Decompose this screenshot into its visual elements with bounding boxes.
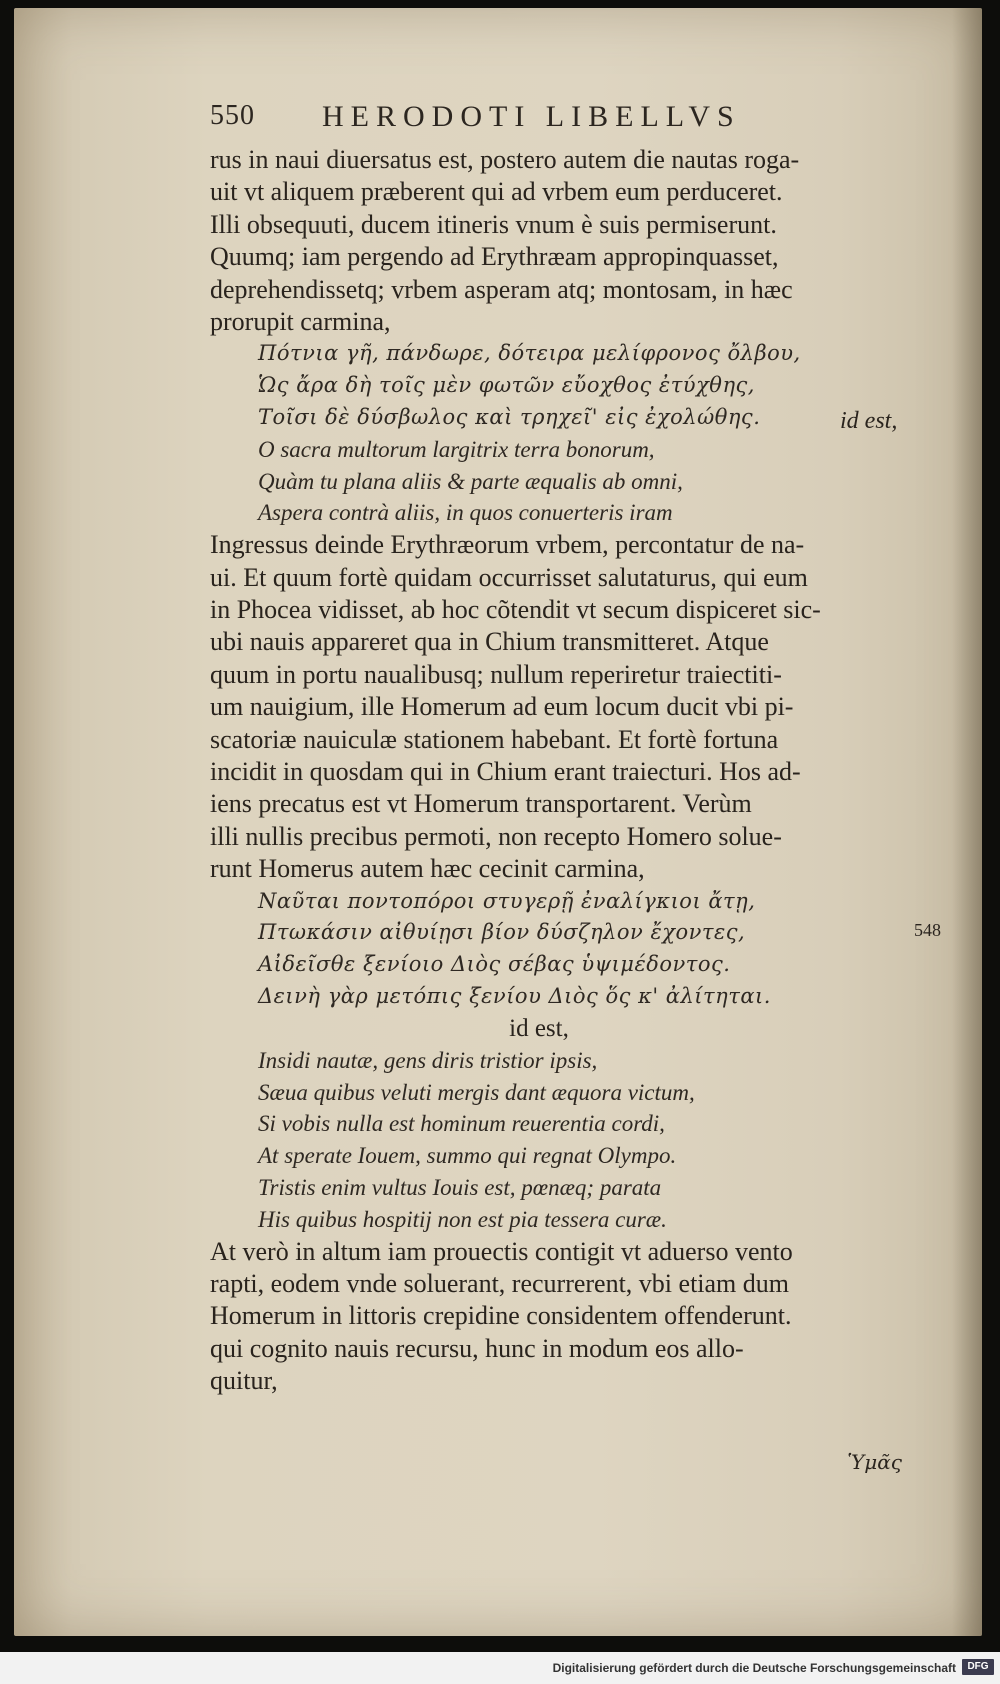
text-line: ui. Et quum fortè quidam occurrisset salutaturus, qui eum [210,562,808,592]
verse-line: Αἰδεῖσθε ξενίοιο Διὸς σέβας ὑψιμέδοντος. [258,952,731,977]
text-line: Illi obsequuti, ducem itineris vnum è suis permiserunt. [210,209,777,239]
verse-line: At sperate Iouem, summo qui regnat Olympo. [258,1143,677,1169]
margin-id-est: id est, [840,408,898,434]
text-line: in Phocea vidisset, ab hoc cõtendit vt secum dispiceret sic- [210,595,821,625]
book-page [14,8,982,1636]
catchword: Ὑμᾶς [847,1450,902,1474]
verse-line: Si vobis nulla est hominum reuerentia cordi, [258,1111,665,1137]
text-line: At verò in altum iam prouectis contigit vt aduerso vento [210,1236,793,1266]
text-line: incidit in quosdam qui in Chium erant traiecturi. Hos ad- [210,757,801,787]
latin-verses-1 [210,434,928,529]
text-line: qui cognito nauis recursu, hunc in modum eos allo- [210,1333,744,1363]
running-head [210,100,850,144]
verse-line: O sacra multorum largitrix terra bonorum, [258,436,655,462]
verse-line: Ὡς ἄρα δὴ τοῖς μὲν φωτῶν εὔοχθος ἐτύχθης, [258,373,755,398]
text-line: Homerum in littoris crepidine considentem offenderunt. [210,1301,792,1331]
footer-bar [0,1652,1000,1684]
verse-line: Δεινὴ γὰρ μετόπις ξενίου Διὸς ὅς κ' ἀλίτηται. [258,984,771,1009]
text-line: quum in portu naualibusq; nullum reperiretur traiectiti- [210,659,782,689]
text-line: um nauigium, ille Homerum ad eum locum ducit vbi pi- [210,692,794,722]
dfg-logo-icon: DFG [962,1659,994,1675]
verse-line: His quibus hospitij non est pia tessera curæ. [258,1206,667,1232]
running-head-title: HERODOTI LIBELLVS [322,100,741,133]
folio-number: 550 [210,100,255,131]
verse-line: Ναῦται ποντοπόροι στυγερῇ ἐναλίγκιοι ἄτῃ, [258,888,756,913]
text-line: quitur, [210,1366,278,1396]
text-line: ubi nauis appareret qua in Chium transmitteret. Atque [210,627,769,657]
prose-block-3 [210,1236,928,1398]
text-line: rapti, eodem vnde soluerant, recurrerent, vbi etiam dum [210,1269,790,1299]
text-line: runt Homerus autem hæc cecinit carmina, [210,854,645,884]
verse-line: Aspera contrà aliis, in quos conuerteris iram [258,500,673,526]
prose-block-1 [210,144,928,338]
text-line: Ingressus deinde Erythræorum vrbem, percontatur de na- [210,530,805,560]
greek-verses-2 [210,886,928,1013]
margin-page-number: 548 [914,920,941,940]
text-line: rus in naui diuersatus est, postero autem die nautas roga- [210,145,800,174]
text-line: prorupit carmina, [210,307,391,337]
id-est-label: id est, [509,1014,569,1042]
verse-line: Sæua quibus veluti mergis dant æquora victum, [258,1079,695,1105]
verse-line: Insidi nautæ, gens diris tristior ipsis, [258,1047,598,1073]
latin-verses-2 [210,1045,928,1236]
text-line: deprehendissetq; vrbem asperam atq; montosam, in hæc [210,274,793,304]
verse-line: Τοῖσι δὲ δύσβωλος καὶ τρηχεῖ' εἰς ἐχολώθης. [258,405,761,430]
prose-block-2 [210,529,928,885]
text-line: Quumq; iam pergendo ad Erythræam appropinquasset, [210,242,779,272]
text-line: illi nullis precibus permoti, non recepto Homero solue- [210,821,782,851]
footer-credit: Digitalisierung gefördert durch die Deutsche Forschungsgemeinschaft [552,1661,956,1675]
main-text [210,144,928,1398]
verse-line: Πότνια γῆ, πάνδωρε, δότειρα μελίφρονος ὄλβου, [258,341,801,366]
verse-line: Tristis enim vultus Iouis est, pœnæq; parata [258,1175,662,1201]
text-line: scatoriæ nauiculæ stationem habebant. Et fortè fortuna [210,724,779,754]
verse-line: Quàm tu plana aliis & parte æqualis ab omni, [258,468,683,494]
text-line: iens precatus est vt Homerum transportarent. Verùm [210,789,752,819]
text-line: uit vt aliquem præberent qui ad vrbem eum perduceret. [210,177,783,207]
verse-line: Πτωκάσιν αἰθυίῃσι βίον δύσζηλον ἔχοντες, [258,920,746,945]
greek-verses-1 [210,338,928,433]
